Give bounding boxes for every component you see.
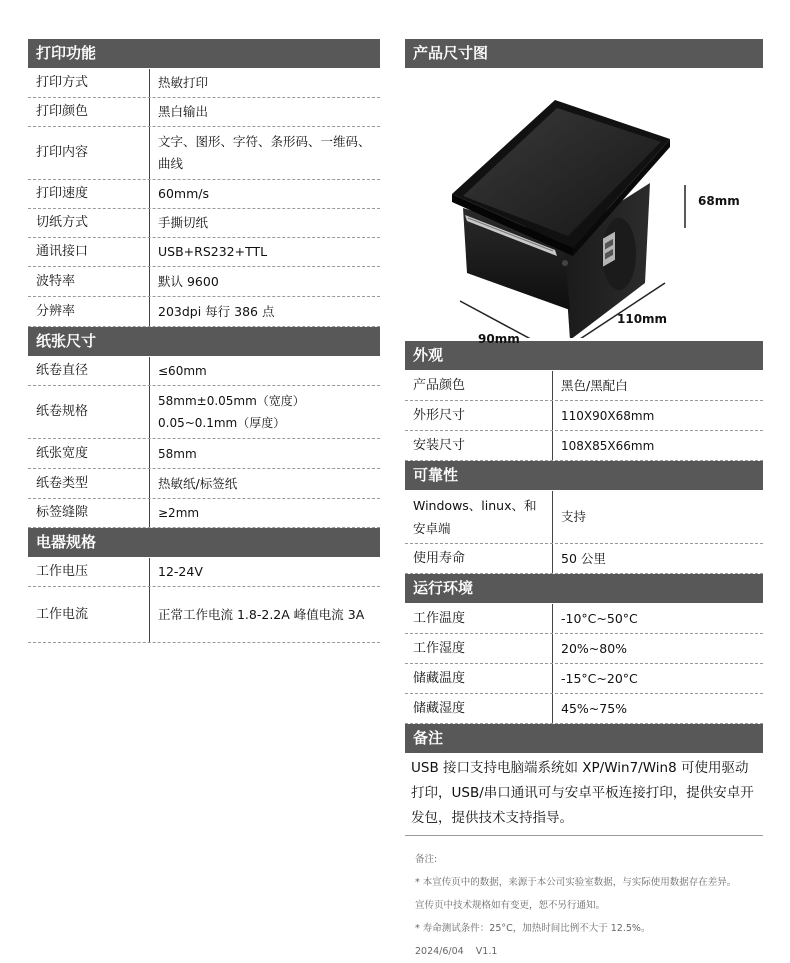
section-header-remark: 备注 bbox=[405, 724, 763, 753]
table-row bbox=[405, 604, 763, 634]
row-key: 外形尺寸 bbox=[405, 401, 553, 430]
table-row bbox=[28, 558, 380, 587]
row-value: 黑白输出 bbox=[158, 104, 209, 119]
environment-table bbox=[405, 603, 763, 724]
row-value: ≤60mm bbox=[158, 364, 207, 378]
table-row bbox=[405, 491, 763, 544]
row-key: 安装尺寸 bbox=[405, 431, 553, 460]
section-header-appearance: 外观 bbox=[405, 341, 763, 370]
row-key: 打印内容 bbox=[28, 127, 150, 179]
table-row bbox=[405, 431, 763, 461]
row-value: 文字、图形、字符、条形码、一维码、曲线 bbox=[158, 134, 371, 171]
depth-dimension-label: 110mm bbox=[617, 312, 668, 326]
footnote-label: 备注: bbox=[415, 854, 438, 865]
electrical-table bbox=[28, 557, 380, 643]
row-value: 默认 9600 bbox=[158, 273, 219, 289]
dimension-diagram bbox=[405, 68, 763, 346]
footnote-line: 宣传页中技术规格如有变更，恕不另行通知。 bbox=[415, 900, 606, 911]
row-value: 58mm±0.05mm（宽度）0.05~0.1mm（厚度） bbox=[158, 394, 305, 430]
row-key: 产品颜色 bbox=[405, 371, 553, 400]
section-header-dimension-diagram: 产品尺寸图 bbox=[405, 39, 763, 68]
appearance-table bbox=[405, 370, 763, 461]
row-value: ≥2mm bbox=[158, 506, 200, 520]
print-function-table bbox=[28, 68, 380, 327]
row-value: 黑色/黑配白 bbox=[561, 377, 628, 393]
section-header-environment: 运行环境 bbox=[405, 574, 763, 603]
row-key: 储藏湿度 bbox=[405, 694, 553, 723]
row-value: 支持 bbox=[561, 509, 587, 524]
row-value: 12-24V bbox=[158, 564, 203, 579]
table-row bbox=[28, 127, 380, 180]
row-key: 切纸方式 bbox=[28, 209, 150, 237]
paper-size-table bbox=[28, 356, 380, 528]
row-value: 110X90X68mm bbox=[561, 408, 655, 423]
row-key: Windows、linux、和安卓端 bbox=[405, 491, 553, 543]
row-key: 使用寿命 bbox=[405, 544, 553, 573]
table-row bbox=[28, 98, 380, 127]
section-header-electrical: 电器规格 bbox=[28, 528, 380, 557]
row-key: 储藏温度 bbox=[405, 664, 553, 693]
section-header-paper-size: 纸张尺寸 bbox=[28, 327, 380, 356]
table-row bbox=[28, 499, 380, 528]
row-key: 打印速度 bbox=[28, 180, 150, 208]
row-value: 203dpi 每行 386 点 bbox=[158, 303, 275, 319]
row-value: 正常工作电流 1.8-2.2A 峰值电流 3A bbox=[158, 606, 365, 622]
row-key: 标签缝隙 bbox=[28, 499, 150, 527]
row-key: 工作温度 bbox=[405, 604, 553, 633]
table-row bbox=[28, 439, 380, 469]
row-value: 60mm/s bbox=[158, 186, 209, 201]
row-key: 纸卷直径 bbox=[28, 357, 150, 385]
row-key: 工作湿度 bbox=[405, 634, 553, 663]
row-key: 工作电流 bbox=[28, 587, 150, 642]
table-row bbox=[28, 209, 380, 238]
row-key: 打印颜色 bbox=[28, 98, 150, 126]
table-row bbox=[28, 180, 380, 209]
row-key: 工作电压 bbox=[28, 558, 150, 586]
reliability-table bbox=[405, 490, 763, 574]
table-row bbox=[405, 694, 763, 724]
left-column bbox=[28, 39, 380, 643]
table-row bbox=[405, 634, 763, 664]
table-row bbox=[28, 469, 380, 499]
row-value: 50 公里 bbox=[561, 550, 606, 566]
row-value: -15°C~20°C bbox=[561, 670, 638, 686]
row-key: 分辨率 bbox=[28, 297, 150, 326]
table-row bbox=[28, 587, 380, 643]
row-key: 通讯接口 bbox=[28, 238, 150, 266]
row-key: 波特率 bbox=[28, 267, 150, 296]
row-value: 热敏纸/标签纸 bbox=[158, 475, 238, 491]
table-row bbox=[28, 69, 380, 98]
table-row bbox=[405, 544, 763, 574]
table-row bbox=[28, 357, 380, 386]
row-value: 热敏打印 bbox=[158, 75, 209, 90]
row-value: USB+RS232+TTL bbox=[158, 244, 268, 259]
row-value: 45%~75% bbox=[561, 700, 628, 716]
row-value: 108X85X66mm bbox=[561, 438, 655, 453]
version-date: 2024/6/04 V1.1 bbox=[415, 946, 498, 957]
row-key: 打印方式 bbox=[28, 69, 150, 97]
row-value: -10°C~50°C bbox=[561, 610, 638, 626]
table-row bbox=[28, 267, 380, 297]
section-header-reliability: 可靠性 bbox=[405, 461, 763, 490]
row-value: 手撕切纸 bbox=[158, 215, 209, 230]
table-row bbox=[28, 297, 380, 327]
footnotes bbox=[405, 836, 763, 963]
table-row bbox=[405, 401, 763, 431]
table-row bbox=[405, 371, 763, 401]
remark-text: USB 接口支持电脑端系统如 XP/Win7/Win8 可使用驱动打印，USB/串口通讯可与安卓平板连接打印，提供安卓开发包，提供技术支持指导。 bbox=[405, 753, 763, 836]
footnote-line: * 寿命测试条件：25°C，加热时间比例不大于 12.5%。 bbox=[415, 923, 651, 934]
height-dimension-label: 68mm bbox=[698, 194, 740, 208]
row-value: 20%~80% bbox=[561, 640, 628, 656]
row-value: 58mm bbox=[158, 446, 197, 461]
row-key: 纸卷类型 bbox=[28, 469, 150, 498]
row-key: 纸卷规格 bbox=[28, 386, 150, 438]
footnote-line: * 本宣传页中的数据，来源于本公司实验室数据，与实际使用数据存在差异。 bbox=[415, 877, 737, 888]
right-column bbox=[405, 39, 763, 963]
table-row bbox=[405, 664, 763, 694]
row-key: 纸张宽度 bbox=[28, 439, 150, 468]
table-row bbox=[28, 238, 380, 267]
width-dimension-label: 90mm bbox=[478, 332, 520, 346]
section-header-print-function: 打印功能 bbox=[28, 39, 380, 68]
table-row bbox=[28, 386, 380, 439]
